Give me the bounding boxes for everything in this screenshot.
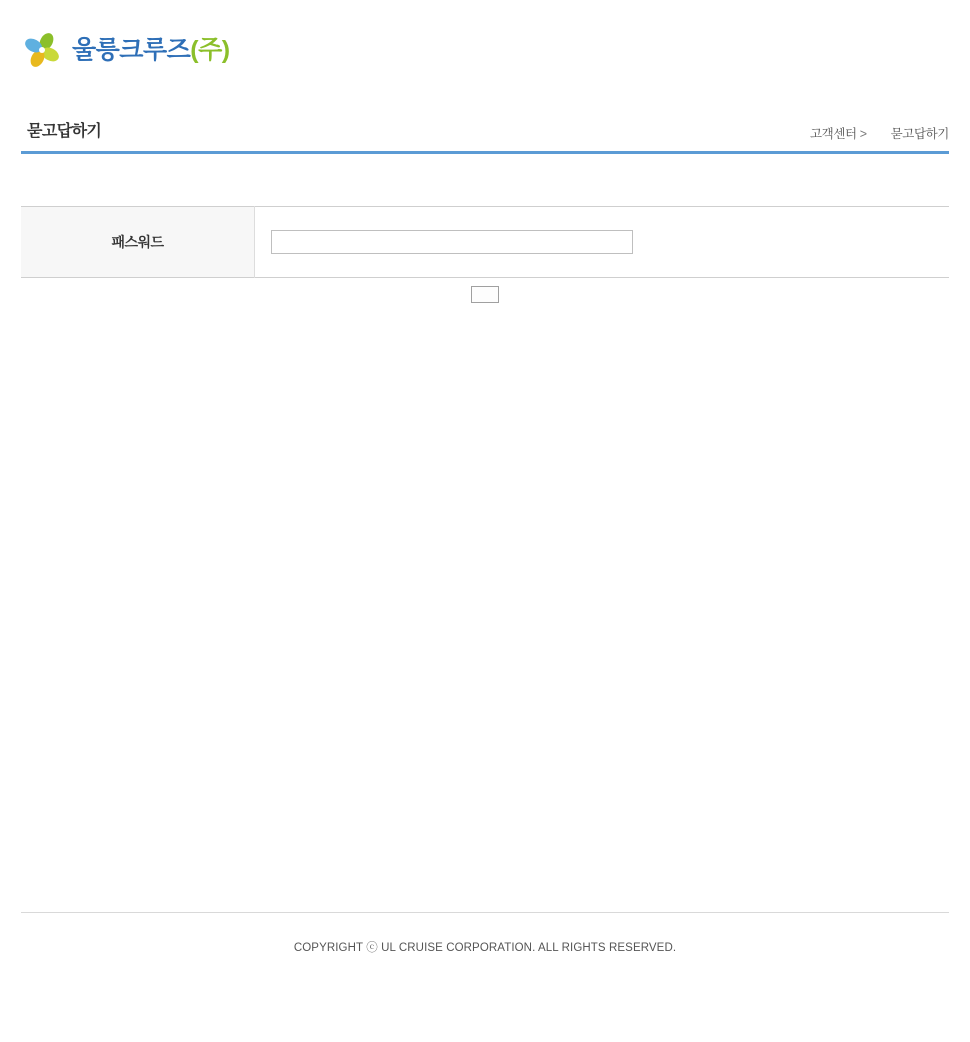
table-row: [21, 207, 949, 278]
logo-wordmark-primary: 울릉크루즈: [72, 35, 191, 64]
breadcrumb-item-current: 묻고답하기: [890, 127, 949, 141]
password-table: [21, 206, 949, 278]
copyright-text: COPYRIGHT ⓒ UL CRUISE CORPORATION. ALL RIGHTS RESERVED.: [293, 942, 677, 954]
confirm-button[interactable]: [471, 286, 499, 303]
password-form: [21, 154, 949, 307]
pinwheel-flower-logo-icon: [21, 29, 63, 71]
form-actions: [21, 286, 949, 307]
breadcrumb: [810, 124, 949, 142]
password-label: 패스워드: [21, 207, 255, 278]
page-title: 묻고답하기: [27, 123, 102, 140]
password-input[interactable]: [271, 230, 633, 254]
logo-wordmark-secondary: (주): [190, 35, 230, 64]
site-footer: [0, 912, 970, 955]
site-header: [0, 0, 970, 106]
site-logo-link[interactable]: [21, 29, 230, 71]
breadcrumb-separator: >: [859, 127, 867, 141]
breadcrumb-item-customer-center[interactable]: 고객센터: [810, 127, 857, 141]
page-title-bar: [21, 106, 949, 154]
logo-wordmark: [72, 35, 230, 64]
password-field-cell: [255, 207, 950, 278]
